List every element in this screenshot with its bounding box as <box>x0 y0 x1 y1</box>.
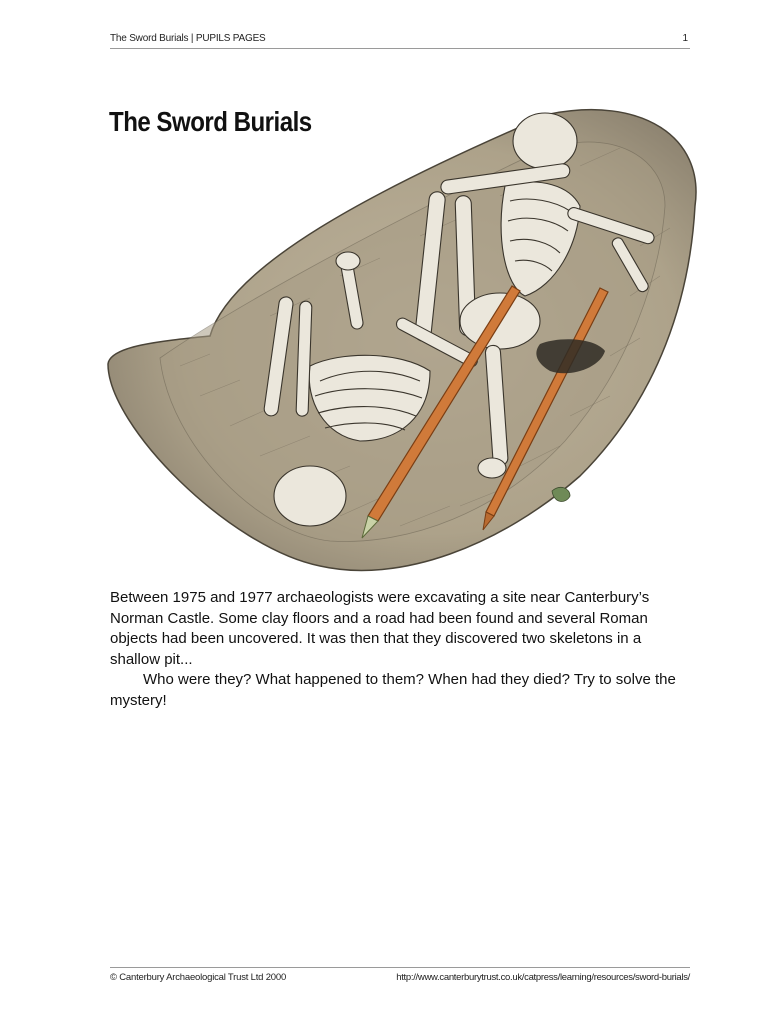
copyright-notice: © Canterbury Archaeological Trust Ltd 2000 <box>110 972 287 983</box>
intro-text <box>110 588 680 711</box>
page-footer <box>110 967 690 986</box>
page-number: 1 <box>682 33 688 44</box>
running-title: The Sword Burials | PUPILS PAGES <box>110 33 266 44</box>
sword-burial-illustration <box>100 96 700 576</box>
skull-upper <box>513 113 577 169</box>
question-paragraph: Who were they? What happened to them? When had they died? Try to solve the mystery! <box>110 671 676 709</box>
page-title: The Sword Burials <box>109 106 312 137</box>
knee-upper <box>478 458 506 478</box>
page-header <box>110 32 690 49</box>
source-url-link[interactable]: http://www.canterburytrust.co.uk/catpress/learning/resources/sword-burials/ <box>396 972 690 983</box>
intro-paragraph: Between 1975 and 1977 archaeologists were excavating a site near Canterbury’s Norman Castle. Some clay floors and a road had been found and several Roman objects had been uncovered. It was then that they discovered two skeletons in a shallow pit... <box>110 589 650 668</box>
stone <box>552 487 570 501</box>
skull-lower <box>274 466 346 526</box>
hand-lower <box>336 252 360 270</box>
